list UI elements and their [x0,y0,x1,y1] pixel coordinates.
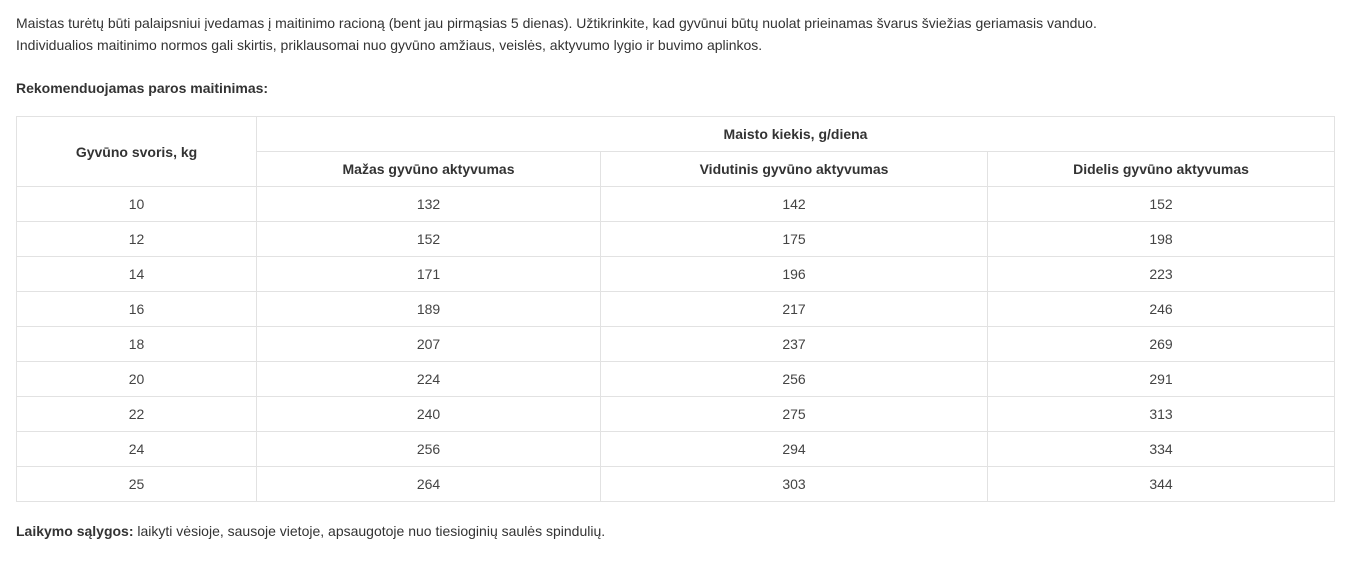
table-row [17,327,1335,362]
storage-label: Laikymo sąlygos: [16,523,134,539]
table-row [17,397,1335,432]
medium-activity-cell: 217 [601,292,988,327]
low-activity-cell: 240 [257,397,601,432]
weight-header: Gyvūno svoris, kg [17,117,257,187]
high-activity-cell: 152 [988,187,1335,222]
high-activity-cell: 269 [988,327,1335,362]
feeding-intro [16,12,1334,56]
weight-cell: 20 [17,362,257,397]
storage-conditions [16,520,1334,542]
medium-activity-cell: 256 [601,362,988,397]
table-row [17,432,1335,467]
medium-activity-cell: 237 [601,327,988,362]
table-row [17,187,1335,222]
high-activity-cell: 246 [988,292,1335,327]
high-activity-cell: 334 [988,432,1335,467]
medium-activity-cell: 196 [601,257,988,292]
weight-cell: 24 [17,432,257,467]
product-description [16,12,1334,556]
high-activity-cell: 291 [988,362,1335,397]
low-activity-cell: 256 [257,432,601,467]
low-activity-cell: 132 [257,187,601,222]
feeding-table [16,116,1335,502]
low-activity-cell: 207 [257,327,601,362]
section-title: Rekomenduojamas paros maitinimas: [16,80,269,96]
table-row [17,292,1335,327]
weight-cell: 12 [17,222,257,257]
high-activity-cell: 344 [988,467,1335,502]
low-activity-cell: 152 [257,222,601,257]
table-header-row [17,117,1335,152]
table-row [17,362,1335,397]
amount-header: Maisto kiekis, g/diena [257,117,1335,152]
table-row [17,467,1335,502]
weight-cell: 25 [17,467,257,502]
high-activity-header: Didelis gyvūno aktyvumas [988,152,1335,187]
low-activity-cell: 264 [257,467,601,502]
high-activity-cell: 223 [988,257,1335,292]
intro-line-2: Individualios maitinimo normos gali skirtis, priklausomai nuo gyvūno amžiaus, veislės, aktyvumo lygio ir buvimo aplinkos. [16,37,763,53]
weight-cell: 16 [17,292,257,327]
medium-activity-cell: 294 [601,432,988,467]
table-row [17,222,1335,257]
medium-activity-header: Vidutinis gyvūno aktyvumas [601,152,988,187]
weight-cell: 10 [17,187,257,222]
table-row [17,257,1335,292]
low-activity-header: Mažas gyvūno aktyvumas [257,152,601,187]
medium-activity-cell: 303 [601,467,988,502]
medium-activity-cell: 142 [601,187,988,222]
low-activity-cell: 224 [257,362,601,397]
weight-cell: 22 [17,397,257,432]
medium-activity-cell: 175 [601,222,988,257]
medium-activity-cell: 275 [601,397,988,432]
high-activity-cell: 198 [988,222,1335,257]
intro-line-1: Maistas turėtų būti palaipsniui įvedamas į maitinimo racioną (bent jau pirmąsias 5 dienas). Užtikrinkite, kad gyvūnui būtų nuolat prieinamas švarus šviežias geriamasis vanduo. [16,15,1097,31]
weight-cell: 14 [17,257,257,292]
low-activity-cell: 171 [257,257,601,292]
storage-text: laikyti vėsioje, sausoje vietoje, apsaugotoje nuo tiesioginių saulės spindulių. [133,523,606,539]
low-activity-cell: 189 [257,292,601,327]
high-activity-cell: 313 [988,397,1335,432]
weight-cell: 18 [17,327,257,362]
